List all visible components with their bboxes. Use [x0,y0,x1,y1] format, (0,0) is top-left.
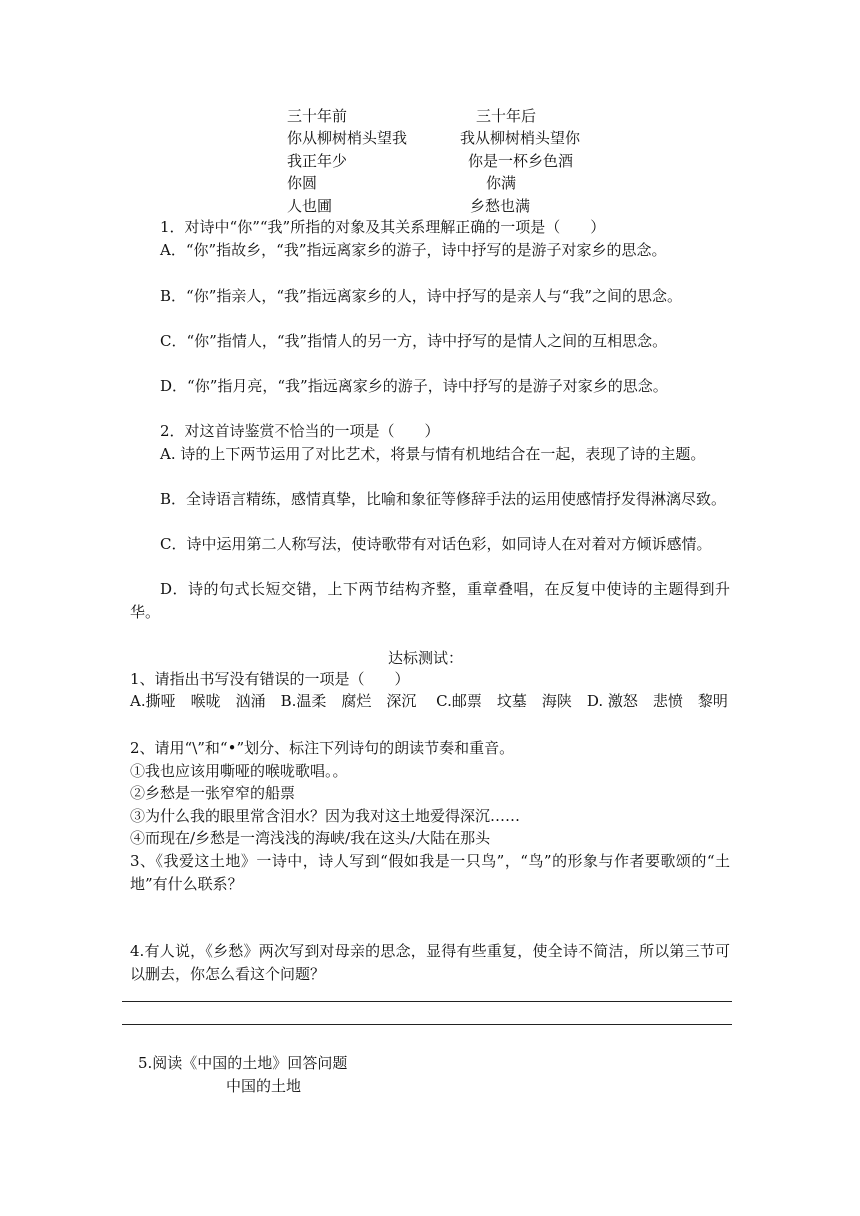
poem-left-line-2: 你从柳树梢头望我 [287,129,408,147]
poem-left-line-4: 你圆 [287,174,318,192]
test-5-question: 5.阅读《中国的土地》回答问题 [138,1054,348,1072]
test-2-item-1: ①我也应该用嘶哑的喉咙歌唱。。 [130,762,348,780]
question-2-stem: 2．对这首诗鉴赏不恰当的一项是（ ） [160,422,440,440]
poem-right-line-3: 你是一杯乡色酒 [468,152,574,170]
test-4-question: 4.有人说，《乡愁》两次写到对母亲的思念，显得有些重复，使全诗不简洁，所以第三节可以删去，你怎么看这个问题？ [130,942,730,983]
test-2-stem: 2、请用“\”和“•”划分、标注下列诗句的朗读节奏和重音。 [130,739,515,757]
question-1-option-a: A．“你”指故乡，“我”指远离家乡的游子，诗中抒写的是游子对家乡的思念。 [160,241,667,259]
test-1-stem: 1、请指出书写没有错误的一项是（ ） [130,670,410,688]
poem-right-line-5: 乡愁也满 [470,197,531,215]
poem-left-line-5: 人也圃 [287,197,333,215]
test-3-question: 3、《我爱这土地》一诗中，诗人写到“假如我是一只鸟”，“鸟”的形象与作者要歌颂的“土地”有什么联系？ [130,852,730,893]
question-2-option-b: B．全诗语言精练，感情真挚，比喻和象征等修辞手法的运用使感情抒发得淋漓尽致。 [160,490,727,508]
question-1-option-b: B．“你”指亲人，“我”指远离家乡的人，诗中抒写的是亲人与“我”之间的思念。 [160,287,683,305]
test-1-options: A.撕哑 喉咙 汹涌 B.温柔 腐烂 深沉 C.邮票 坟墓 海陕 D. 激怒 悲愤 黎明 [130,692,728,710]
question-1-option-d: D．“你”指月亮，“我”指远离家乡的游子，诗中抒写的是游子对家乡的思念。 [160,377,668,395]
test-heading: 达标测试： [388,649,464,667]
test-2-item-3: ③为什么我的眼里常含泪水？因为我对这土地爱得深沉…… [130,807,521,825]
answer-line-1 [122,1001,732,1002]
poem-right-line-2: 我从柳树梢头望你 [460,129,581,147]
poem-left-line-1: 三十年前 [287,107,348,125]
poem-right-line-1: 三十年后 [476,107,537,125]
test-2-item-4: ④而现在/乡愁是一湾浅浅的海峡/我在这头/大陆在那头 [130,829,491,847]
question-2-option-d: D．诗的句式长短交错，上下两节结构齐整，重章叠唱，在反复中使诗的主题得到升华。 [130,580,730,621]
reading-title: 中国的土地 [226,1077,302,1095]
question-2-option-a: A. 诗的上下两节运用了对比艺术，将景与情有机地结合在一起，表现了诗的主题。 [160,445,706,463]
test-2-item-2: ②乡愁是一张窄窄的船票 [130,784,296,802]
question-1-stem: 1．对诗中“你”“我”所指的对象及其关系理解正确的一项是（ ） [160,218,606,236]
answer-line-2 [122,1024,732,1025]
poem-left-line-3: 我正年少 [287,152,348,170]
poem-right-line-4: 你满 [486,174,517,192]
question-2-option-c: C．诗中运用第二人称写法，使诗歌带有对话色彩，如同诗人在对着对方倾诉感情。 [160,535,712,553]
question-1-option-c: C．“你”指情人，“我”指情人的另一方，诗中抒写的是情人之间的互相思念。 [160,332,668,350]
